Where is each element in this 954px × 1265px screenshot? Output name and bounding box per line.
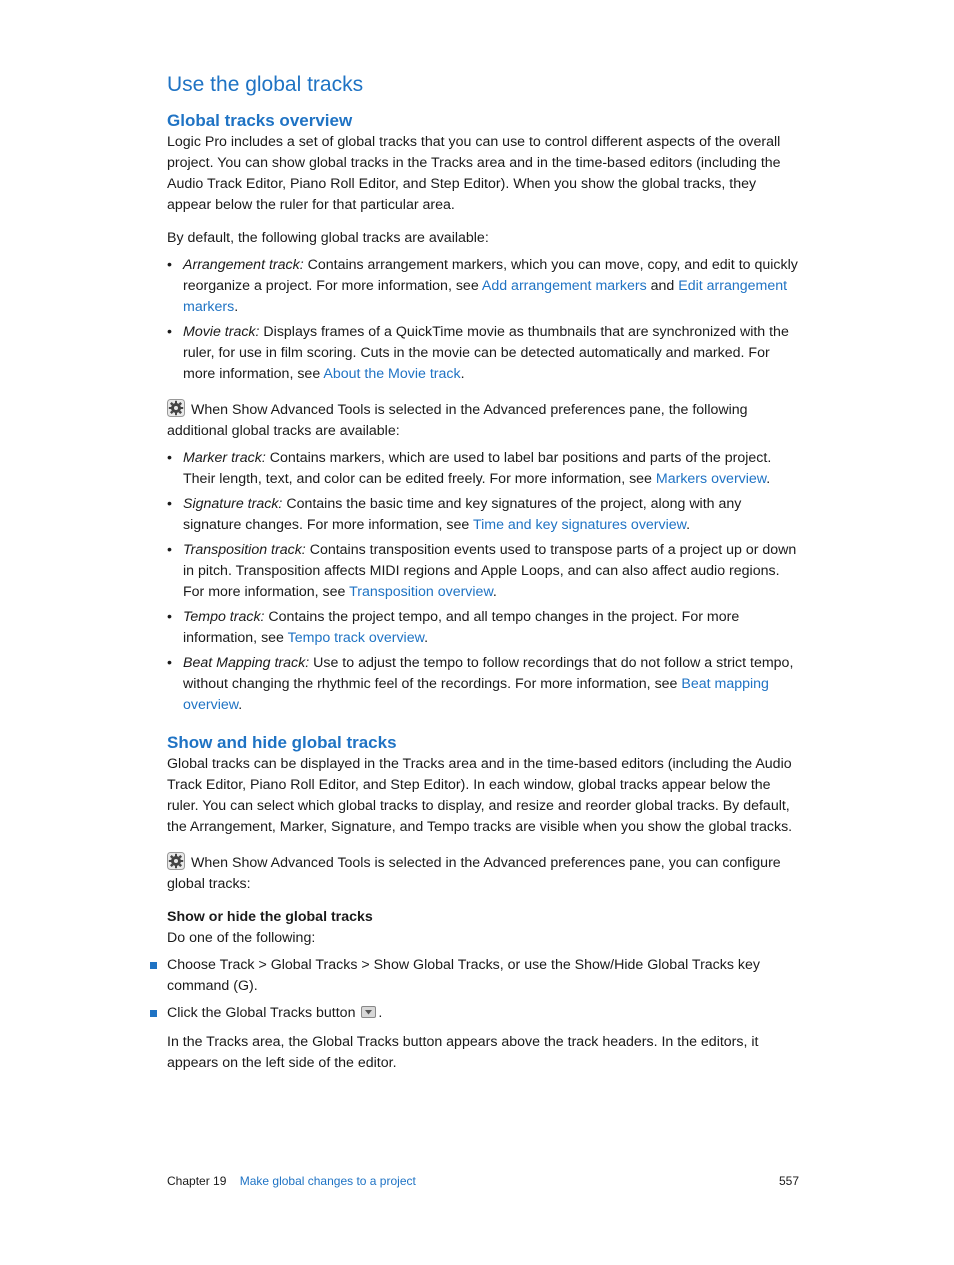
link-time-key-signatures[interactable]: Time and key signatures overview	[472, 517, 687, 533]
list-item: • Movie track: Displays frames of a QuickTime movie as thumbnails that are synchronized with the ruler, for use in film scoring. Cuts in the movie can be detected automatically and marked. For more information, see About the Movie track.	[167, 324, 789, 382]
gear-icon	[167, 399, 185, 417]
list-item: • Transposition track: Contains transposition events used to transpose parts of a project up or down in pitch. Transposition affects MIDI regions and Apple Loops, and can also affect audio regions. For more information, see Transposition overview.	[167, 542, 797, 600]
closing-paragraph: In the Tracks area, the Global Tracks button appears above the track headers. In the editors, it appears on the left side of the editor.	[167, 1034, 759, 1071]
gear-icon	[167, 852, 185, 870]
list-item: Click the Global Tracks button .	[167, 1003, 799, 1024]
link-add-arrangement-markers[interactable]: Add arrangement markers	[481, 278, 647, 294]
link-markers-overview[interactable]: Markers overview	[655, 471, 767, 487]
page-title: Use the global tracks	[167, 73, 364, 96]
chapter-link[interactable]: Make global changes to a project	[239, 1174, 416, 1188]
link-transposition-overview[interactable]: Transposition overview	[349, 584, 493, 600]
chapter-label: Chapter 19	[167, 1174, 227, 1188]
steps-list	[167, 955, 799, 1024]
link-tempo-track-overview[interactable]: Tempo track overview	[287, 630, 425, 646]
link-edit-arrangement-markers[interactable]: Edit arrangement markers	[183, 278, 788, 315]
bullet-square	[150, 1010, 157, 1017]
page-content	[167, 72, 799, 1074]
list-item: • Beat Mapping track: Use to adjust the tempo to follow recordings that do not follow a strict tempo, without changing the rhythmic feel of the recordings. For more information, see Beat mapping overview.	[167, 655, 794, 713]
list-item: Choose Track > Global Tracks > Show Global Tracks, or use the Show/Hide Global Tracks key command (G).	[167, 955, 799, 997]
advanced-tracks-list	[167, 448, 799, 716]
section-heading-overview: Global tracks overview	[167, 111, 353, 130]
default-line: By default, the following global tracks are available:	[167, 230, 489, 246]
overview-intro: Logic Pro includes a set of global tracks that you can use to control different aspects of the overall project. You can show global tracks in the Tracks area and in the time-based editors (including the Audio Track Editor, Piano Roll Editor, and Step Editor). When you show the global tracks, they appear below the ruler for that particular area.	[167, 134, 781, 213]
advanced-note-2: When Show Advanced Tools is selected in the Advanced preferences pane, you can configure global tracks:	[167, 852, 799, 895]
list-item: • Marker track: Contains markers, which are used to label bar positions and parts of the project. Their length, text, and color can be edited freely. For more information, see Markers overview.	[167, 450, 772, 487]
default-tracks-list	[167, 255, 799, 385]
section-heading-show-hide: Show and hide global tracks	[167, 733, 397, 752]
link-about-movie-track[interactable]: About the Movie track	[323, 366, 461, 382]
link-beat-mapping-overview[interactable]: Beat mapping overview	[183, 676, 769, 713]
page-number: 557	[778, 1174, 799, 1188]
task-title: Show or hide the global tracks	[167, 909, 373, 925]
page-footer	[167, 1173, 799, 1189]
showhide-intro: Global tracks can be displayed in the Tracks area and in the time-based editors (including the Audio Track Editor, Piano Roll Editor, and Step Editor). In each window, global tracks appear below the ruler. You can select which global tracks to display, and resize and reorder global tracks. By default, the Arrangement, Marker, Signature, and Tempo tracks are visible when you show the global tracks.	[167, 756, 793, 835]
global-tracks-button-icon[interactable]	[361, 1004, 376, 1016]
list-item: • Signature track: Contains the basic time and key signatures of the project, along with any signature changes. For more information, see Time and key signatures overview.	[167, 496, 742, 533]
list-item: • Arrangement track: Contains arrangement markers, which you can move, copy, and edit to quickly reorganize a project. For more information, see Add arrangement markers and Edit arrangement markers.	[167, 257, 798, 315]
task-intro: Do one of the following:	[167, 930, 316, 946]
bullet-square	[150, 962, 157, 969]
list-item: • Tempo track: Contains the project tempo, and all tempo changes in the project. For more information, see Tempo track overview.	[167, 609, 740, 646]
advanced-note-1: When Show Advanced Tools is selected in the Advanced preferences pane, the following additional global tracks are available:	[167, 399, 799, 442]
